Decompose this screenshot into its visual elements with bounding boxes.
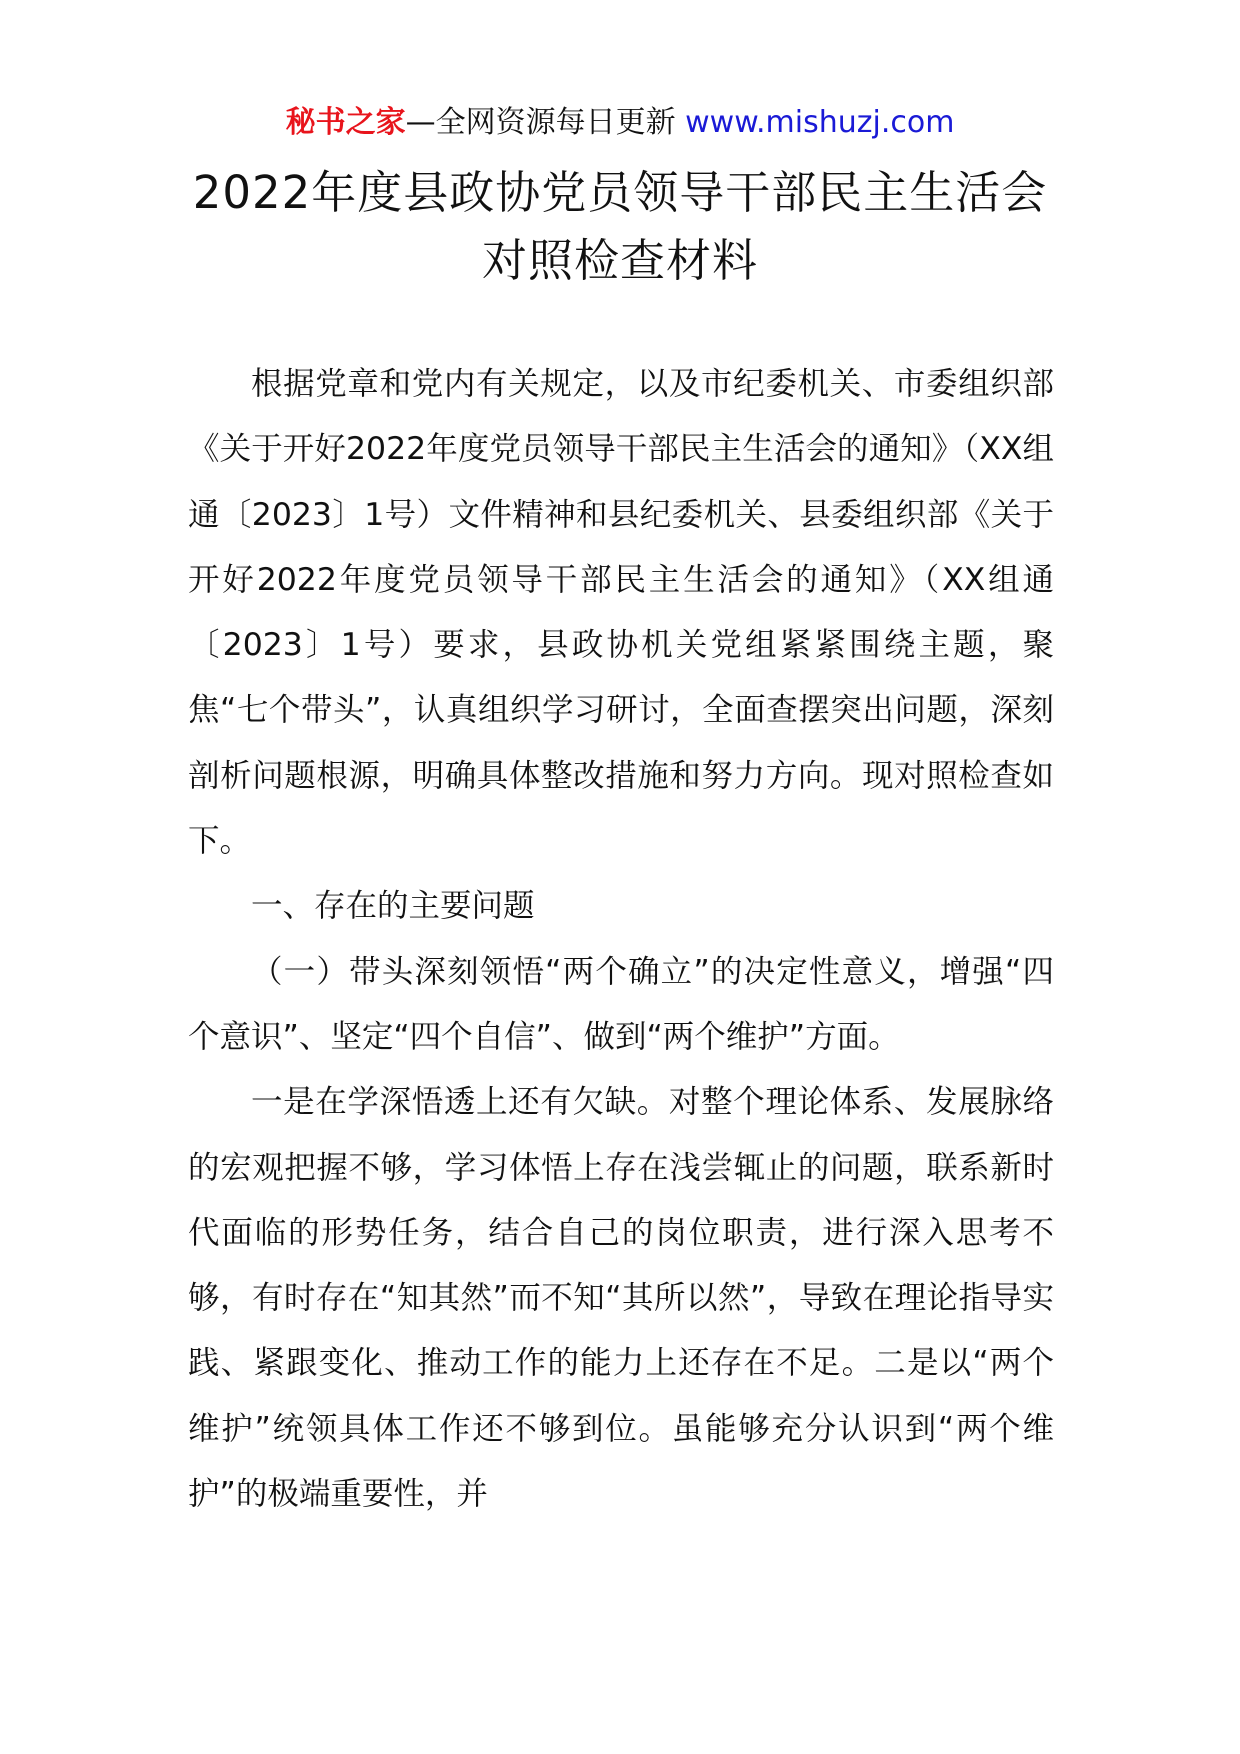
document-title-line-2: 对照检查材料: [481, 234, 758, 287]
document-title-line-1: 2022年度县政协党员领导干部民主生活会: [192, 166, 1048, 219]
section-heading-1: 一、存在的主要问题: [251, 888, 535, 925]
body-paragraph: 一是在学深悟透上还有欠缺。对整个理论体系、发展脉络的宏观把握不够，学习体悟上存在浅尝辄止的问题，联系新时代面临的形势任务，结合自己的岗位职责，进行深入思考不够，有时存在“知其然”而不知“其所以然”，导致在理论指导实践、紧跟变化、推动工作的能力上还存在不足。二是以“两个维护”统领具体工作还不够到位。虽能够充分认识到“两个维护”的极端重要性，并: [188, 1084, 1054, 1513]
subsection-heading-1: （一）带头深刻领悟“两个确立”的决定性意义，增强“四个意识”、坚定“四个自信”、做到“两个维护”方面。: [188, 953, 1054, 1055]
header-slogan: —全网资源每日更新: [405, 105, 676, 140]
intro-paragraph: 根据党章和党内有关规定，以及市纪委机关、市委组织部《关于开好2022年度党员领导干部民主生活会的通知》（XX组通〔2023〕1号）文件精神和县纪委机关、县委组织部《关于开好2022年度党员领导干部民主生活会的通知》（XX组通〔2023〕1号）要求，县政协机关党组紧紧围绕主题，聚焦“七个带头”，认真组织学习研讨，全面查摆突出问题，深刻剖析问题根源，明确具体整改措施和努力方向。现对照检查如下。: [188, 366, 1054, 860]
document-body: [188, 352, 1054, 1527]
site-url-link[interactable]: www.mishuzj.com: [685, 105, 955, 140]
site-header: [0, 100, 1240, 146]
brand-name: 秘书之家: [285, 105, 406, 140]
